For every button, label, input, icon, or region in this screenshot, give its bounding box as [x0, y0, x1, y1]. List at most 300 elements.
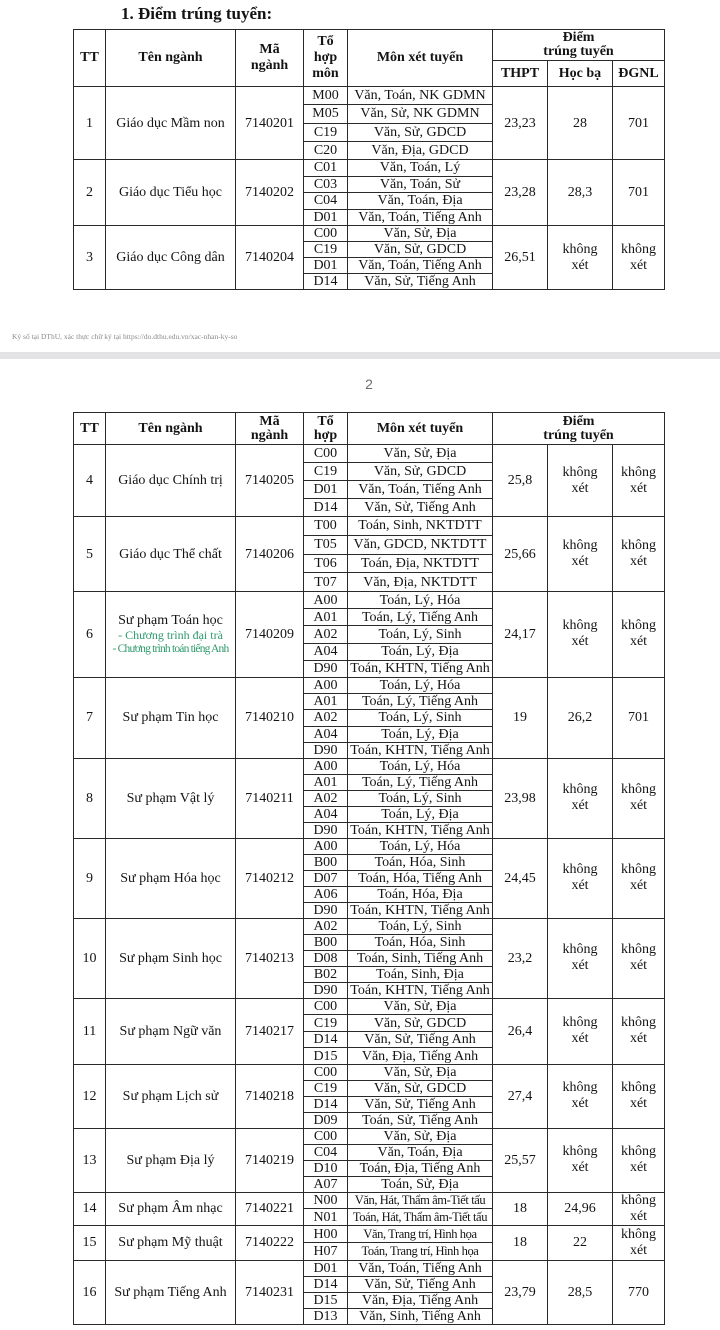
score-value: 701	[628, 710, 649, 726]
cell-combo-code: C00	[304, 1128, 348, 1144]
cell-score-thpt	[493, 226, 548, 290]
cell-major-code: 7140205	[236, 445, 304, 517]
table-row	[74, 592, 665, 609]
score-value: không xét	[621, 942, 656, 974]
cell-combo-code: N00	[304, 1192, 348, 1209]
cell-combo-subjects: Văn, Sử, Tiếng Anh	[348, 1096, 493, 1112]
cell-major-name	[106, 1260, 236, 1324]
cell-major-name	[106, 838, 236, 918]
cell-score-thpt	[493, 1225, 548, 1260]
cell-combo-subjects: Văn, Sử, Tiếng Anh	[348, 499, 493, 517]
major-name: Sư phạm Tiếng Anh	[114, 1284, 227, 1300]
table-row	[74, 1225, 665, 1243]
major-name: Sư phạm Ngữ văn	[119, 1023, 222, 1039]
cell-major-name	[106, 998, 236, 1064]
cell-major-code: 7140202	[236, 160, 304, 226]
table-row	[74, 1192, 665, 1209]
score-value: 23,23	[504, 115, 536, 131]
cell-combo-subjects: Toán, Lý, Địa	[348, 643, 493, 660]
cell-combo-code: M00	[304, 87, 348, 105]
cell-combo-subjects: Văn, Toán, Lý	[348, 160, 493, 177]
table-row	[74, 226, 665, 242]
major-name: Sư phạm Mỹ thuật	[118, 1235, 223, 1251]
cell-score-dgnl	[613, 677, 665, 758]
cell-combo-code: C00	[304, 1064, 348, 1080]
major-name: Sư phạm Sinh học	[119, 950, 222, 966]
cell-combo-subjects: Toán, Lý, Sinh	[348, 710, 493, 726]
cell-combo-subjects: Văn, Sử, GDCD	[348, 1015, 493, 1032]
cell-combo-code: M05	[304, 105, 348, 123]
score-value: không xét	[621, 241, 656, 273]
cell-combo-subjects: Toán, Sử, Địa	[348, 1176, 493, 1192]
cell-combo-subjects: Toán, Lý, Hóa	[348, 592, 493, 609]
cell-score-thpt	[493, 1192, 548, 1225]
cell-score-thpt	[493, 517, 548, 592]
cell-score-hocba	[548, 87, 613, 160]
cell-score-hocba	[548, 592, 613, 678]
cell-combo-code: A07	[304, 1176, 348, 1192]
cell-combo-code: D90	[304, 660, 348, 677]
cell-tt: 4	[74, 445, 106, 517]
table-row	[74, 1128, 665, 1144]
cell-major-code: 7140201	[236, 87, 304, 160]
cell-major-code: 7140206	[236, 517, 304, 592]
score-value: 18	[513, 1235, 527, 1251]
cell-combo-subjects: Toán, Lý, Tiếng Anh	[348, 609, 493, 626]
cell-score-thpt	[493, 677, 548, 758]
cell-combo-code: A01	[304, 694, 348, 710]
cell-score-hocba	[548, 517, 613, 592]
cell-major-code: 7140231	[236, 1260, 304, 1324]
cell-combo-subjects: Toán, Lý, Hóa	[348, 758, 493, 774]
cell-combo-subjects: Toán, Lý, Địa	[348, 726, 493, 742]
score-value: không xét	[562, 1015, 598, 1047]
score-value: 23,79	[504, 1284, 536, 1300]
major-name: Sư phạm Hóa học	[120, 870, 221, 886]
cell-tt: 3	[74, 226, 106, 290]
cell-combo-subjects: Toán, Địa, Tiếng Anh	[348, 1160, 493, 1176]
cell-combo-subjects: Văn, Sử, Tiếng Anh	[348, 1276, 493, 1292]
table-row	[74, 1064, 665, 1080]
cell-tt: 9	[74, 838, 106, 918]
cell-combo-subjects: Toán, Hóa, Địa	[348, 886, 493, 902]
score-value: không xét	[562, 862, 598, 894]
score-value: 18	[513, 1201, 527, 1217]
cell-combo-subjects: Văn, Toán, Tiếng Anh	[348, 1260, 493, 1276]
cell-combo-subjects: Toán, Lý, Tiếng Anh	[348, 774, 493, 790]
cell-tt: 1	[74, 87, 106, 160]
cell-combo-code: A02	[304, 918, 348, 934]
header-combo: Tổ hợp	[304, 413, 348, 445]
cell-combo-code: D14	[304, 274, 348, 290]
cell-major-code: 7140209	[236, 592, 304, 678]
cell-combo-subjects: Toán, Lý, Tiếng Anh	[348, 694, 493, 710]
score-value: 23,28	[504, 185, 536, 200]
admission-score-table-page1	[73, 29, 665, 290]
score-value: không xét	[562, 782, 598, 814]
cell-combo-subjects: Toán, Sinh, Địa	[348, 966, 493, 982]
score-value: không xét	[621, 464, 656, 496]
cell-combo-subjects: Văn, Toán, NK GDMN	[348, 87, 493, 105]
table-row	[74, 160, 665, 177]
cell-score-dgnl	[613, 445, 665, 517]
cell-combo-subjects: Văn, Toán, Tiếng Anh	[348, 481, 493, 499]
cell-major-name	[106, 1225, 236, 1260]
score-value: 19	[513, 710, 527, 726]
cell-combo-code: C04	[304, 193, 348, 210]
cell-major-name	[106, 1128, 236, 1192]
cell-score-thpt	[493, 87, 548, 160]
cell-combo-code: C19	[304, 463, 348, 481]
major-name: Giáo dục Thể chất	[119, 546, 222, 562]
cell-tt: 16	[74, 1260, 106, 1324]
cell-score-hocba	[548, 160, 613, 226]
cell-combo-code: A02	[304, 626, 348, 643]
cell-major-code: 7140221	[236, 1192, 304, 1225]
cell-combo-subjects: Văn, Sử, NK GDMN	[348, 105, 493, 123]
cell-score-thpt	[493, 998, 548, 1064]
cell-combo-code: A04	[304, 643, 348, 660]
major-name: Giáo dục Mầm non	[116, 115, 225, 131]
cell-combo-code: A06	[304, 886, 348, 902]
cell-score-dgnl	[613, 838, 665, 918]
table-row	[74, 1260, 665, 1276]
major-name: Sư phạm Tin học	[122, 710, 219, 726]
header-row	[74, 30, 665, 61]
score-value: không xét	[621, 782, 656, 814]
program-note: - Chương trình đại trà	[118, 627, 223, 642]
cell-tt: 14	[74, 1192, 106, 1225]
cell-combo-subjects: Văn, Sử, Tiếng Anh	[348, 1031, 493, 1048]
major-name: Sư phạm Toán học	[118, 612, 223, 628]
cell-tt: 5	[74, 517, 106, 592]
major-name: Giáo dục Công dân	[116, 250, 225, 265]
cell-combo-subjects: Văn, Sử, Địa	[348, 226, 493, 242]
score-value: 26,51	[504, 250, 536, 265]
cell-combo-subjects: Toán, Sinh, NKTDTT	[348, 517, 493, 536]
table-row	[74, 918, 665, 934]
score-value: 26,4	[507, 1023, 533, 1039]
cell-combo-subjects: Văn, Sử, Tiếng Anh	[348, 274, 493, 290]
cell-combo-code: A02	[304, 710, 348, 726]
cell-tt: 10	[74, 918, 106, 998]
cell-combo-code: A02	[304, 790, 348, 806]
page-number: 2	[365, 376, 373, 392]
table-row	[74, 758, 665, 774]
table-body	[74, 445, 665, 1325]
major-name: Giáo dục Tiểu học	[118, 185, 223, 200]
cell-tt: 2	[74, 160, 106, 226]
cell-combo-subjects: Toán, Lý, Sinh	[348, 918, 493, 934]
cell-combo-code: C01	[304, 160, 348, 177]
cell-score-hocba	[548, 226, 613, 290]
cell-combo-subjects: Văn, Sử, GDCD	[348, 463, 493, 481]
cell-combo-subjects: Toán, Lý, Hóa	[348, 677, 493, 693]
cell-combo-code: A04	[304, 806, 348, 822]
cell-score-dgnl	[613, 160, 665, 226]
header-major-name: Tên ngành	[106, 30, 236, 87]
score-value: 23,98	[504, 790, 536, 806]
major-name: Sư phạm Lịch sử	[122, 1088, 219, 1104]
cell-score-thpt	[493, 1064, 548, 1128]
cell-combo-code: C19	[304, 242, 348, 258]
cell-combo-code: A00	[304, 838, 348, 854]
score-value: 24,17	[504, 626, 536, 642]
cell-score-dgnl	[613, 592, 665, 678]
score-value: 28,5	[567, 1284, 593, 1300]
score-value: 23,2	[507, 950, 533, 966]
cell-combo-code: N01	[304, 1209, 348, 1226]
cell-major-name	[106, 1064, 236, 1128]
cell-combo-code: C20	[304, 141, 348, 159]
cell-combo-subjects: Văn, Sử, Địa	[348, 1064, 493, 1080]
cell-combo-code: D90	[304, 822, 348, 838]
cell-score-thpt	[493, 838, 548, 918]
cell-major-name	[106, 677, 236, 758]
cell-combo-subjects: Văn, Sử, Địa	[348, 1128, 493, 1144]
header-combo: Tổ hợp môn	[304, 30, 348, 87]
cell-score-thpt	[493, 160, 548, 226]
cell-score-hocba	[548, 758, 613, 838]
table-body	[74, 87, 665, 290]
cell-combo-code: D08	[304, 950, 348, 966]
cell-combo-subjects: Toán, Địa, NKTDTT	[348, 554, 493, 573]
cell-combo-subjects: Toán, Hát, Thẩm âm-Tiết tấu	[348, 1209, 493, 1226]
table-row	[74, 998, 665, 1015]
cell-combo-subjects: Toán, KHTN, Tiếng Anh	[348, 902, 493, 918]
cell-major-code: 7140211	[236, 758, 304, 838]
cell-combo-subjects: Văn, Toán, Sử	[348, 176, 493, 193]
cell-major-name	[106, 445, 236, 517]
cell-combo-code: T06	[304, 554, 348, 573]
table-header	[74, 413, 665, 445]
cell-combo-code: H00	[304, 1225, 348, 1243]
cell-score-dgnl	[613, 918, 665, 998]
cell-score-thpt	[493, 758, 548, 838]
score-value: không xét	[621, 538, 656, 569]
cell-combo-code: D10	[304, 1160, 348, 1176]
cell-major-code: 7140218	[236, 1064, 304, 1128]
score-value: không xét	[621, 1080, 656, 1112]
score-value: 26,2	[567, 710, 593, 726]
cell-combo-subjects: Văn, Sử, Địa	[348, 445, 493, 463]
cell-score-hocba	[548, 445, 613, 517]
header-score-group: Điểm trúng tuyển	[493, 30, 665, 61]
table-row	[74, 838, 665, 854]
cell-score-dgnl	[613, 226, 665, 290]
cell-combo-code: D07	[304, 870, 348, 886]
header-subjects: Môn xét tuyển	[348, 413, 493, 445]
score-value: 28	[573, 115, 587, 131]
cell-major-name	[106, 1192, 236, 1225]
cell-score-hocba	[548, 1192, 613, 1225]
cell-combo-subjects: Toán, Lý, Sinh	[348, 790, 493, 806]
cell-combo-code: D90	[304, 742, 348, 758]
cell-combo-code: D01	[304, 481, 348, 499]
score-value: 25,57	[504, 1152, 536, 1168]
cell-combo-code: D13	[304, 1308, 348, 1324]
score-value: 22	[573, 1235, 587, 1251]
cell-score-hocba	[548, 1225, 613, 1260]
program-notes	[106, 628, 235, 656]
cell-score-hocba	[548, 1064, 613, 1128]
cell-score-dgnl	[613, 758, 665, 838]
header-row	[74, 413, 665, 445]
cell-combo-code: C00	[304, 445, 348, 463]
cell-major-name	[106, 87, 236, 160]
header-tt: TT	[74, 413, 106, 445]
cell-score-hocba	[548, 838, 613, 918]
cell-combo-code: A04	[304, 726, 348, 742]
cell-combo-subjects: Toán, KHTN, Tiếng Anh	[348, 822, 493, 838]
cell-combo-code: A00	[304, 677, 348, 693]
score-value: không xét	[562, 241, 598, 273]
cell-combo-subjects: Toán, Hóa, Tiếng Anh	[348, 870, 493, 886]
cell-combo-subjects: Toán, Hóa, Sinh	[348, 934, 493, 950]
cell-score-thpt	[493, 445, 548, 517]
cell-combo-subjects: Văn, Toán, Địa	[348, 193, 493, 210]
program-note: - Chương trình toán tiếng Anh	[112, 642, 229, 655]
cell-score-dgnl	[613, 1225, 665, 1260]
cell-combo-subjects: Văn, Địa, Tiếng Anh	[348, 1292, 493, 1308]
header-major-name: Tên ngành	[106, 413, 236, 445]
cell-score-dgnl	[613, 1128, 665, 1192]
cell-combo-subjects: Toán, KHTN, Tiếng Anh	[348, 742, 493, 758]
cell-combo-subjects: Văn, Toán, Tiếng Anh	[348, 258, 493, 274]
cell-combo-code: D01	[304, 258, 348, 274]
score-value: không xét	[562, 1144, 598, 1176]
cell-major-code: 7140210	[236, 677, 304, 758]
header-subjects: Môn xét tuyển	[348, 30, 493, 87]
score-value: 25,66	[504, 546, 536, 562]
cell-tt: 11	[74, 998, 106, 1064]
major-name: Sư phạm Địa lý	[126, 1152, 215, 1168]
cell-major-name	[106, 918, 236, 998]
cell-combo-code: C19	[304, 1015, 348, 1032]
cell-combo-code: D14	[304, 1096, 348, 1112]
cell-combo-code: H07	[304, 1243, 348, 1261]
cell-combo-code: D15	[304, 1048, 348, 1065]
score-value: 25,8	[507, 473, 533, 488]
cell-combo-code: D01	[304, 209, 348, 226]
cell-score-dgnl	[613, 1064, 665, 1128]
header-major-code: Mã ngành	[236, 413, 304, 445]
cell-combo-subjects: Toán, Trang trí, Hình họa	[348, 1243, 493, 1261]
cell-score-dgnl	[613, 517, 665, 592]
cell-combo-subjects: Văn, Toán, Tiếng Anh	[348, 209, 493, 226]
cell-combo-subjects: Văn, Toán, Địa	[348, 1144, 493, 1160]
header-thpt: THPT	[493, 61, 548, 87]
score-value: 27,4	[507, 1088, 533, 1104]
cell-tt: 13	[74, 1128, 106, 1192]
cell-score-dgnl	[613, 1192, 665, 1225]
cell-combo-code: D14	[304, 1276, 348, 1292]
score-value: không xét	[621, 1226, 656, 1258]
cell-combo-code: C19	[304, 123, 348, 141]
cell-combo-code: T00	[304, 517, 348, 536]
cell-tt: 12	[74, 1064, 106, 1128]
table-header	[74, 30, 665, 87]
cell-combo-subjects: Văn, Địa, NKTDTT	[348, 573, 493, 592]
digital-signature-note: Ký số tại DThU, xác thực chữ ký tại https://do.dthu.edu.vn/xac-nhan-ky-so	[12, 332, 238, 341]
cell-combo-code: C04	[304, 1144, 348, 1160]
cell-combo-subjects: Văn, Địa, Tiếng Anh	[348, 1048, 493, 1065]
cell-combo-subjects: Văn, GDCD, NKTDTT	[348, 535, 493, 554]
cell-major-code: 7140222	[236, 1225, 304, 1260]
cell-combo-code: A01	[304, 774, 348, 790]
cell-score-thpt	[493, 1128, 548, 1192]
cell-combo-subjects: Toán, Lý, Sinh	[348, 626, 493, 643]
cell-combo-code: C19	[304, 1080, 348, 1096]
cell-major-name	[106, 226, 236, 290]
score-value: không xét	[562, 942, 598, 974]
cell-combo-code: T05	[304, 535, 348, 554]
cell-score-thpt	[493, 1260, 548, 1324]
major-name: Giáo dục Chính trị	[118, 473, 223, 488]
cell-score-dgnl	[613, 87, 665, 160]
cell-score-hocba	[548, 1128, 613, 1192]
cell-combo-subjects: Toán, Hóa, Sinh	[348, 854, 493, 870]
cell-combo-subjects: Toán, Sinh, Tiếng Anh	[348, 950, 493, 966]
cell-combo-code: C00	[304, 998, 348, 1015]
section-title: 1. Điểm trúng tuyển:	[121, 4, 273, 23]
table-row	[74, 445, 665, 463]
cell-combo-code: D09	[304, 1112, 348, 1128]
header-major-code: Mã ngành	[236, 30, 304, 87]
cell-combo-subjects: Văn, Trang trí, Hình họa	[348, 1225, 493, 1243]
cell-combo-subjects: Văn, Địa, GDCD	[348, 141, 493, 159]
score-value: không xét	[621, 1192, 656, 1224]
cell-combo-code: C00	[304, 226, 348, 242]
score-value: 701	[628, 185, 649, 200]
cell-combo-subjects: Văn, Sinh, Tiếng Anh	[348, 1308, 493, 1324]
page-separator	[0, 352, 720, 359]
score-value: không xét	[621, 618, 656, 650]
score-value: không xét	[621, 862, 656, 894]
score-value: 770	[628, 1284, 649, 1300]
cell-major-code: 7140204	[236, 226, 304, 290]
cell-score-dgnl	[613, 1260, 665, 1324]
cell-combo-code: D14	[304, 499, 348, 517]
cell-combo-subjects: Văn, Hát, Thẩm âm-Tiết tấu	[348, 1192, 493, 1209]
cell-major-code: 7140213	[236, 918, 304, 998]
header-tt: TT	[74, 30, 106, 87]
cell-combo-subjects: Văn, Sử, Địa	[348, 998, 493, 1015]
score-value: không xét	[621, 1144, 656, 1176]
cell-combo-code: D14	[304, 1031, 348, 1048]
cell-score-hocba	[548, 677, 613, 758]
cell-combo-subjects: Toán, Sử, Tiếng Anh	[348, 1112, 493, 1128]
table-row	[74, 87, 665, 105]
cell-combo-subjects: Văn, Sử, GDCD	[348, 242, 493, 258]
score-value: không xét	[562, 1080, 598, 1112]
score-value: không xét	[562, 464, 598, 496]
cell-combo-code: A00	[304, 592, 348, 609]
header-hocba: Học bạ	[548, 61, 613, 87]
admission-score-table-page2	[73, 412, 665, 1325]
cell-score-hocba	[548, 998, 613, 1064]
cell-combo-subjects: Toán, Lý, Hóa	[348, 838, 493, 854]
cell-combo-subjects: Toán, KHTN, Tiếng Anh	[348, 982, 493, 998]
score-value: không xét	[621, 1015, 656, 1047]
cell-combo-code: B00	[304, 934, 348, 950]
major-name: Sư phạm Vật lý	[126, 790, 215, 806]
cell-combo-subjects: Toán, Lý, Địa	[348, 806, 493, 822]
cell-combo-code: D90	[304, 902, 348, 918]
cell-score-dgnl	[613, 998, 665, 1064]
cell-combo-code: D90	[304, 982, 348, 998]
cell-score-hocba	[548, 1260, 613, 1324]
